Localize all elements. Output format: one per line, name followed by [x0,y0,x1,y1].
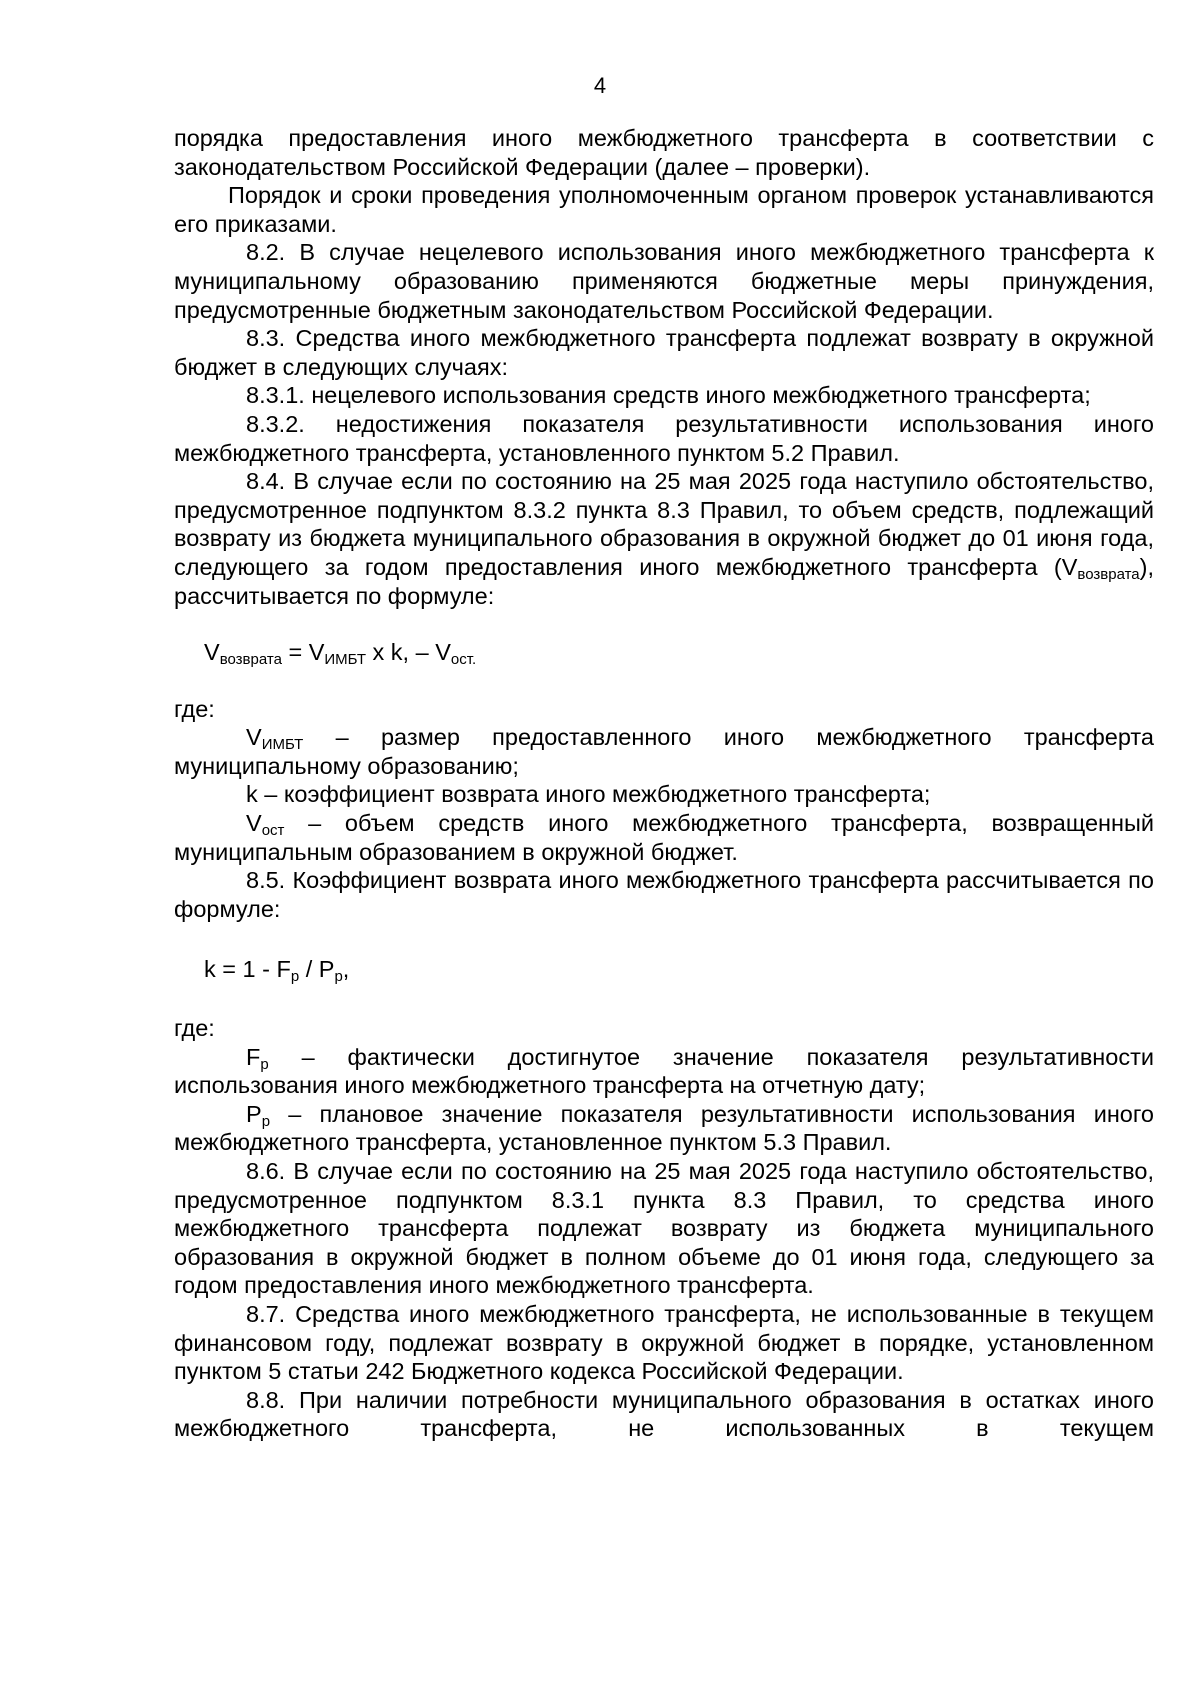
clause-text: недостижения показателя результативности использования иного межбюджетного трансферта, установленного пунктом 5.2 Правил. [174,410,1154,466]
paragraph-continuation: порядка предоставления иного межбюджетного трансферта в соответствии с законодательством Российской Федерации (далее – проверки). [174,125,1154,180]
definition-subscript: р [260,1055,269,1073]
formula-symbol: k = 1 - F [204,956,291,983]
clause-8-3 [174,324,1154,381]
where-label: где: [174,1015,215,1042]
clause-8-3-2 [174,410,1154,467]
definition-symbol: F [246,1043,261,1070]
formula-return-volume [174,610,1154,695]
subscript-return: возврата [1077,565,1140,583]
clause-8-7 [174,1300,1154,1386]
definition-text: – размер предоставленного иного межбюджетного трансферта муниципальному образованию; [174,724,1154,779]
definition-pp [174,1100,1154,1157]
clause-text: нецелевого использования средств иного межбюджетного трансферта; [311,382,1091,409]
definition-text: – плановое значение показателя результативности использования иного межбюджетного трансферта, установленное пунктом 5.3 Правил. [174,1100,1154,1156]
clause-8-2 [174,238,1154,324]
clause-number: 8.5. [246,867,293,894]
formula-subscript: р [290,968,300,986]
definition-subscript: ИМБТ [261,736,304,754]
formula-subscript: р [334,968,343,986]
clause-text-tail: ), рассчитывается по формуле: [174,553,1154,609]
definition-text: – объем средств иного межбюджетного трансферта, возвращенный муниципальным образованием в окружной бюджет. [174,810,1154,865]
formula-symbol: , [342,956,350,983]
definition-subscript: р [261,1112,271,1130]
clause-text: Коэффициент возврата иного межбюджетного трансферта рассчитывается по формуле: [174,867,1154,922]
clause-text: Средства иного межбюджетного трансферта подлежат возврату в окружной бюджет в следующих случаях: [174,325,1154,380]
definition-v-imbt [174,723,1154,780]
formula-symbol: V [204,639,220,666]
definition-symbol: P [246,1100,262,1127]
clause-number: 8.2. [246,239,300,266]
clause-text: В случае если по состоянию на 25 мая 2025 года наступило обстоятельство, предусмотренное подпунктом 8.3.2 пункта 8.3 Правил, то объем средств, подлежащий возврату из бюджета муниципального образования в окружной бюджет до 01 июня года, следующего за годом предоставления иного межбюджетного трансферта (V [174,468,1154,580]
where-label: где: [174,695,215,722]
definition-fp [174,1043,1154,1100]
formula-subscript: ИМБТ [324,651,366,669]
definition-symbol: V [246,810,262,837]
definition-v-ost [174,809,1154,866]
formula-symbol: / P [299,956,335,983]
definition-text: – фактически достигнутое значение показателя результативности использования иного межбюджетного трансферта на отчетную дату; [174,1043,1154,1099]
clause-8-8 [174,1386,1154,1443]
clause-number: 8.8. [246,1386,299,1413]
paragraph-inspection-order: Порядок и сроки проведения уполномоченным органом проверок устанавливаются его приказами. [174,182,1154,237]
clause-text: При наличии потребности муниципального образования в остатках иного межбюджетного трансферта, не использованных в текущем [174,1386,1154,1442]
clause-8-4 [174,467,1154,610]
clause-number: 8.3.2. [246,410,336,437]
clause-8-6 [174,1157,1154,1300]
formula-subscript: ост. [450,651,477,669]
clause-text: Средства иного межбюджетного трансферта, не использованные в текущем финансовом году, подлежат возврату в окружной бюджет в порядке, установленном пунктом 5 статьи 242 Бюджетного кодекса Российской Федерации. [174,1300,1155,1385]
formula-symbol: = V [281,639,325,666]
page-number: 4 [593,73,607,98]
clause-number: 8.3.1. [246,382,312,409]
formula-subscript: возврата [219,651,282,669]
definition-symbol: V [246,724,262,751]
formula-symbol: x k, – V [366,639,451,666]
clause-text: В случае если по состоянию на 25 мая 2025 года наступило обстоятельство, предусмотренное подпунктом 8.3.1 пункта 8.3 Правил, то средства иного межбюджетного трансферта подлежат возврату из бюджета муниципального образования в окружной бюджет в полном объеме до 01 июня года, следующего за годом предоставления иного межбюджетного трансферта. [174,1158,1154,1299]
definition-subscript: ост [261,822,285,840]
clause-number: 8.4. [246,468,294,495]
clause-number: 8.3. [246,325,296,352]
formula-coefficient [174,923,1154,1014]
clause-number: 8.7. [246,1300,296,1327]
clause-number: 8.6. [246,1158,294,1184]
clause-8-5 [174,866,1154,923]
clause-8-3-1 [174,381,1154,410]
document-body [174,124,1154,1443]
definition-k: k – коэффициент возврата иного межбюджетного трансферта; [246,781,931,808]
clause-text: В случае нецелевого использования иного межбюджетного трансферта к муниципальному образованию применяются бюджетные меры принуждения, предусмотренные бюджетным законодательством Российской Федерации. [174,239,1155,323]
